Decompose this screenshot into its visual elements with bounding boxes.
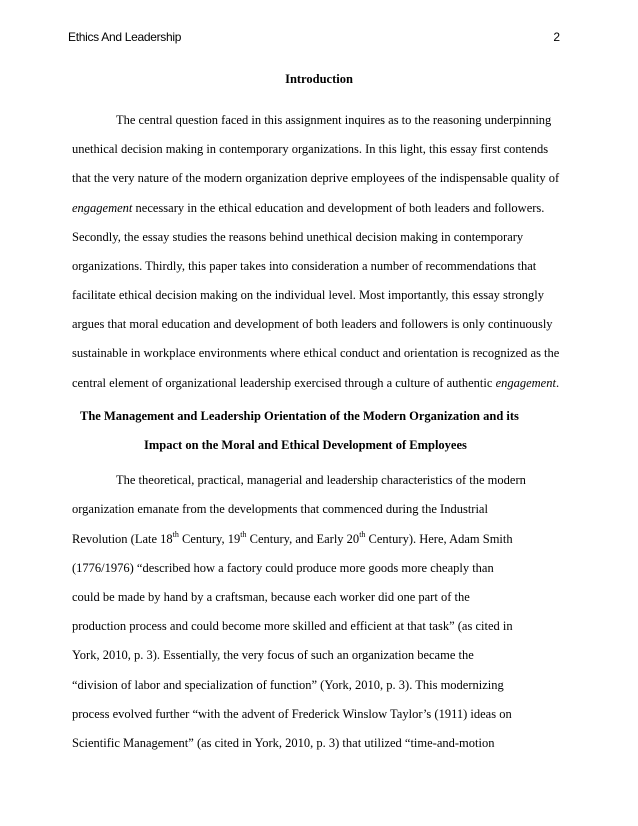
section-heading-line: The Management and Leadership Orientation of the Modern Organization and its <box>80 409 519 423</box>
intro-line: The central question faced in this assignment inquires as to the reasoning underpinning <box>116 113 552 127</box>
running-head-title: Ethics And Leadership <box>68 30 182 44</box>
body-line: process evolved further “with the advent of Frederick Winslow Taylor’s (1911) ideas on <box>72 707 512 721</box>
page-number: 2 <box>553 30 560 44</box>
emphasis: engagement <box>495 376 556 390</box>
body-line: production process and could become more skilled and efficient at that task” (as cited in <box>72 619 513 633</box>
body-line: Revolution (Late 18th Century, 19th Century, and Early 20th Century). Here, Adam Smith <box>72 530 513 546</box>
intro-line: facilitate ethical decision making on the individual level. Most importantly, this essay strongly <box>72 288 545 302</box>
intro-line: that the very nature of the modern organization deprive employees of the indispensable quality of <box>72 171 560 185</box>
intro-line: organizations. Thirdly, this paper takes into consideration a number of recommendations that <box>72 259 537 273</box>
body-line: The theoretical, practical, managerial and leadership characteristics of the modern <box>116 473 526 487</box>
emphasis: engagement <box>72 201 133 215</box>
intro-line: engagement necessary in the ethical education and development of both leaders and followers. <box>72 201 545 215</box>
introduction-heading: Introduction <box>285 72 353 86</box>
body-line: (1776/1976) “described how a factory could produce more goods more cheaply than <box>72 561 494 575</box>
intro-line: central element of organizational leadership exercised through a culture of authentic engagement. <box>72 376 560 390</box>
body-line: organization emanate from the developments that commenced during the Industrial <box>72 502 488 516</box>
body-line: “division of labor and specialization of function” (York, 2010, p. 3). This modernizing <box>72 678 504 692</box>
body-line: Scientific Management” (as cited in York, 2010, p. 3) that utilized “time-and-motion <box>72 736 495 750</box>
body-line: York, 2010, p. 3). Essentially, the very focus of such an organization became the <box>72 648 474 662</box>
intro-line: unethical decision making in contemporary organizations. In this light, this essay first contends <box>72 142 549 156</box>
section-heading-line: Impact on the Moral and Ethical Development of Employees <box>144 438 467 452</box>
intro-line: Secondly, the essay studies the reasons behind unethical decision making in contemporary <box>72 230 524 244</box>
intro-line: argues that moral education and development of both leaders and followers is only continuously <box>72 317 553 331</box>
running-header <box>68 30 570 46</box>
intro-line: sustainable in workplace environments where ethical conduct and orientation is recognized as the <box>72 346 560 360</box>
body-line: could be made by hand by a craftsman, because each worker did one part of the <box>72 590 470 604</box>
